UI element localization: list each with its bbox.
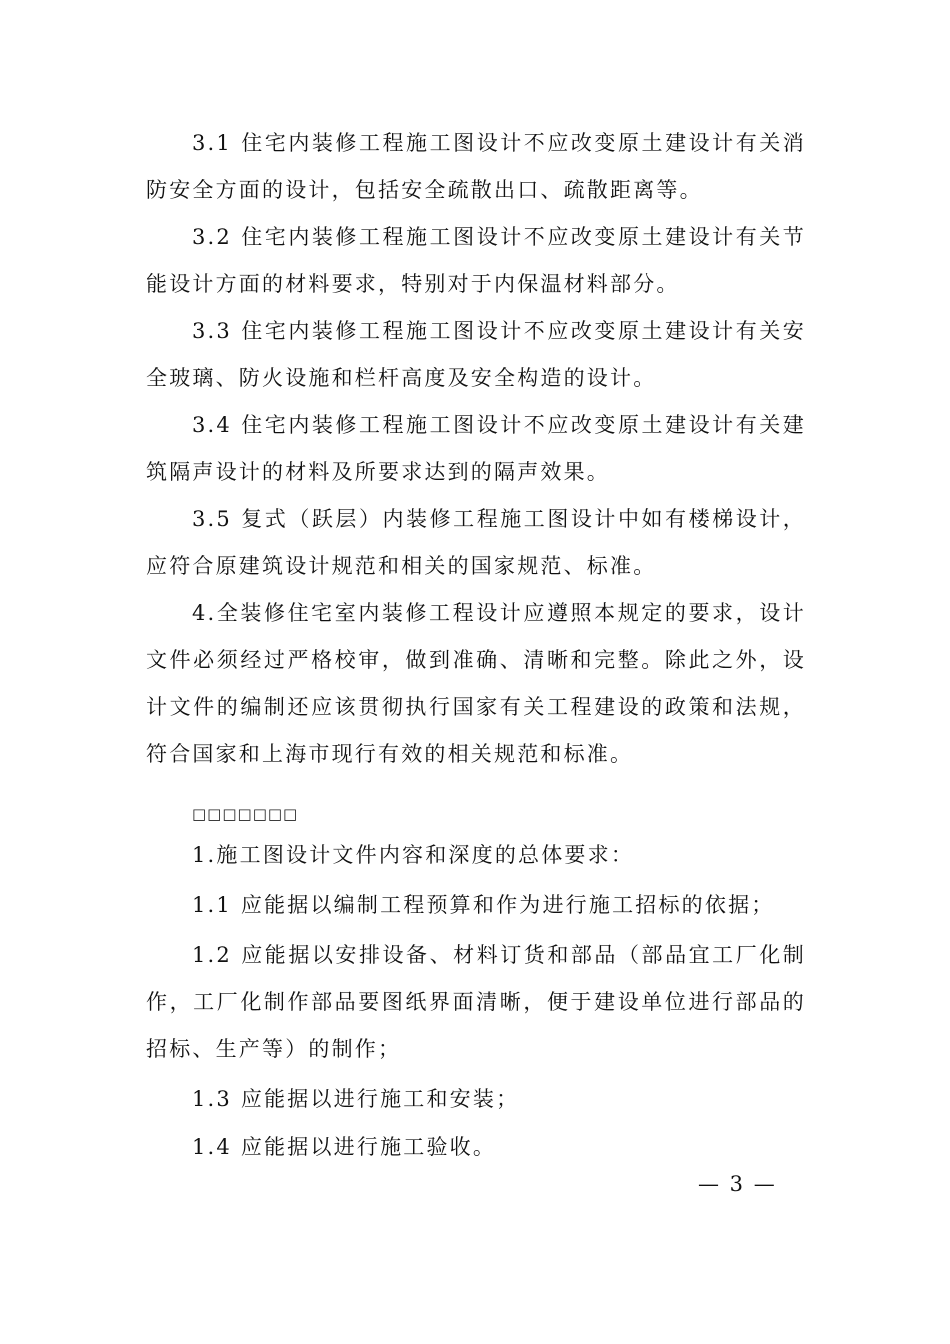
requirement-1-3: 1.3 应能据以进行施工和安装； bbox=[192, 1087, 520, 1111]
paragraph-3-1: 3.1 住宅内装修工程施工图设计不应改变原土建设计有关消防安全方面的设计，包括安全疏散出口、疏散距离等。 bbox=[146, 131, 806, 202]
paragraph-3-2: 3.2 住宅内装修工程施工图设计不应改变原土建设计有关节能设计方面的材料要求，特别对于内保温材料部分。 bbox=[146, 225, 806, 296]
requirement-1-2: 1.2 应能据以安排设备、材料订货和部品（部品宜工厂化制作，工厂化制作部品要图纸界面清晰，便于建设单位进行部品的招标、生产等）的制作； bbox=[146, 943, 806, 1061]
paragraph-3-3: 3.3 住宅内装修工程施工图设计不应改变原土建设计有关安全玻璃、防火设施和栏杆高度及安全构造的设计。 bbox=[146, 319, 806, 390]
section-heading: □□□□□□□ bbox=[192, 805, 299, 823]
paragraph-4: 4.全装修住宅室内装修工程设计应遵照本规定的要求，设计文件必须经过严格校审，做到准确、清晰和完整。除此之外，设计文件的编制还应该贯彻执行国家有关工程建设的政策和法规，符合国家和上海市现行有效的相关规范和标准。 bbox=[146, 601, 806, 766]
requirement-1-1: 1.1 应能据以编制工程预算和作为进行施工招标的依据； bbox=[192, 893, 775, 917]
requirement-1-4: 1.4 应能据以进行施工验收。 bbox=[192, 1135, 497, 1159]
requirement-1: 1.施工图设计文件内容和深度的总体要求： bbox=[192, 843, 635, 867]
page-number: — 3 — bbox=[698, 1172, 777, 1196]
paragraph-3-5: 3.5 复式（跃层）内装修工程施工图设计中如有楼梯设计，应符合原建筑设计规范和相关的国家规范、标准。 bbox=[146, 507, 806, 578]
paragraph-3-4: 3.4 住宅内装修工程施工图设计不应改变原土建设计有关建筑隔声设计的材料及所要求达到的隔声效果。 bbox=[146, 413, 806, 484]
